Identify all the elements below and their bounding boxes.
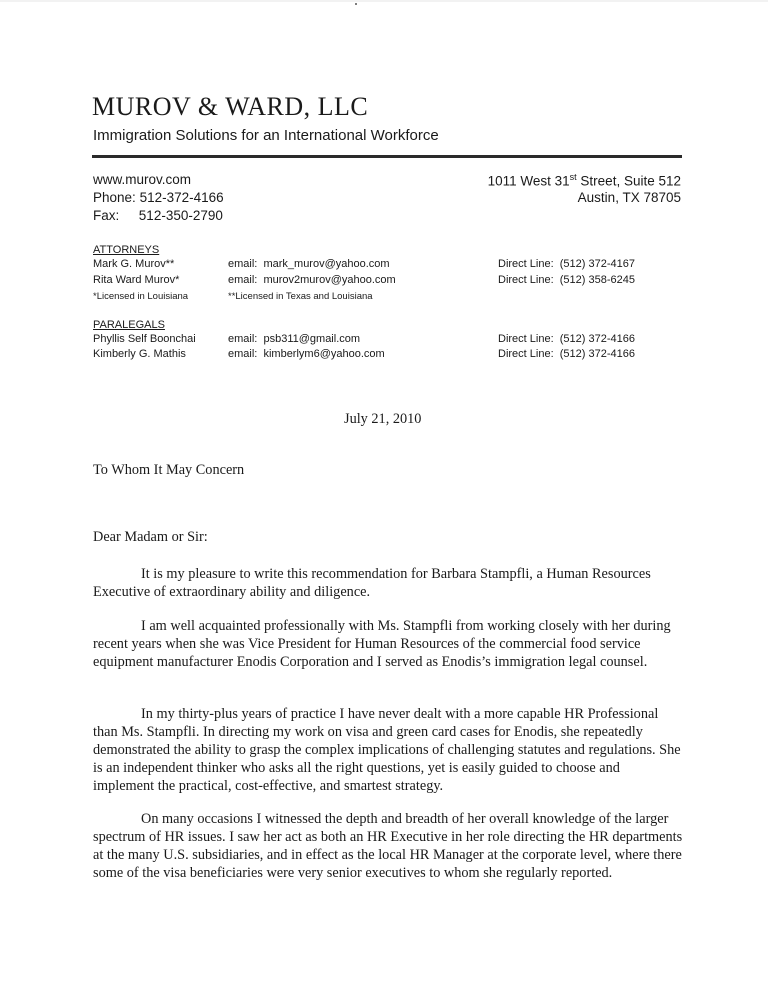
attorney-name: Rita Ward Murov* — [93, 274, 180, 286]
paralegal-email: email: kimberlym6@yahoo.com — [228, 348, 385, 360]
attorney-direct-line: Direct Line: (512) 358-6245 — [498, 274, 635, 286]
website: www.murov.com — [93, 172, 192, 187]
firm-tagline: Immigration Solutions for an International Workforce — [93, 127, 439, 144]
salutation: Dear Madam or Sir: — [93, 529, 208, 545]
address-street: 1011 West 31st Street, Suite 512 — [487, 172, 681, 189]
attorney-email: email: murov2murov@yahoo.com — [228, 274, 396, 286]
body-paragraph: It is my pleasure to write this recommendation for Barbara Stampfli, a Human Resources Executive of extraordinary ability and diligence. — [93, 566, 651, 600]
address-city: Austin, TX 78705 — [577, 190, 681, 205]
attorneys-heading: ATTORNEYS — [93, 244, 160, 256]
phone-number: 512-372-4166 — [139, 190, 224, 205]
attorney-email: email: mark_murov@yahoo.com — [228, 258, 390, 270]
attorney-direct-line: Direct Line: (512) 372-4167 — [498, 258, 635, 270]
license-note: **Licensed in Texas and Louisiana — [228, 291, 373, 302]
body-paragraph: In my thirty-plus years of practice I have never dealt with a more capable HR Professional than Ms. Stampfli. In directing my work on visa and green card cases for Enodis, she repeatedly demonstrated the ability to grasp the complex implications of challenging statutes and regulations. She is an independent thinker who asks all the right questions, yet is easily guided to choose and implement the practical, cost-effective, and smartest strategy. — [93, 706, 681, 794]
paralegal-direct-line: Direct Line: (512) 372-4166 — [498, 333, 635, 345]
fax-line — [93, 208, 223, 223]
fax-number: 512-350-2790 — [138, 208, 223, 223]
scan-edge — [0, 0, 768, 6]
paralegals-heading: PARALEGALS — [93, 319, 165, 331]
header-rule — [92, 155, 682, 158]
license-note: *Licensed in Louisiana — [93, 291, 189, 302]
body-paragraph: I am well acquainted professionally with Ms. Stampfli from working closely with her during recent years when she was Vice President for Human Resources of the commercial food service equipment manufacturer Enodis Corporation and I served as Enodis’s immigration legal counsel. — [93, 618, 671, 670]
paralegal-name: Kimberly G. Mathis — [93, 348, 186, 360]
paralegal-direct-line: Direct Line: (512) 372-4166 — [498, 348, 635, 360]
phone-line — [93, 190, 224, 205]
phone-label: Phone: — [93, 190, 136, 205]
letter-date: July 21, 2010 — [344, 411, 422, 427]
body-paragraph: On many occasions I witnessed the depth and breadth of her overall knowledge of the larger spectrum of HR issues. I saw her act as both an HR Executive in her role directing the HR departments at the many U.S. subsidiaries, and in effect as the local HR Manager at the corporate level, where there some of the visa beneficiaries were very senior executives to whom she regularly reported. — [93, 811, 683, 881]
paralegal-email: email: psb311@gmail.com — [228, 333, 361, 345]
attorney-name: Mark G. Murov** — [93, 258, 175, 270]
paralegal-name: Phyllis Self Boonchai — [93, 333, 196, 345]
fax-label: Fax: — [93, 208, 120, 223]
firm-name: MUROV & WARD, LLC — [92, 92, 369, 121]
addressee: To Whom It May Concern — [93, 462, 245, 478]
